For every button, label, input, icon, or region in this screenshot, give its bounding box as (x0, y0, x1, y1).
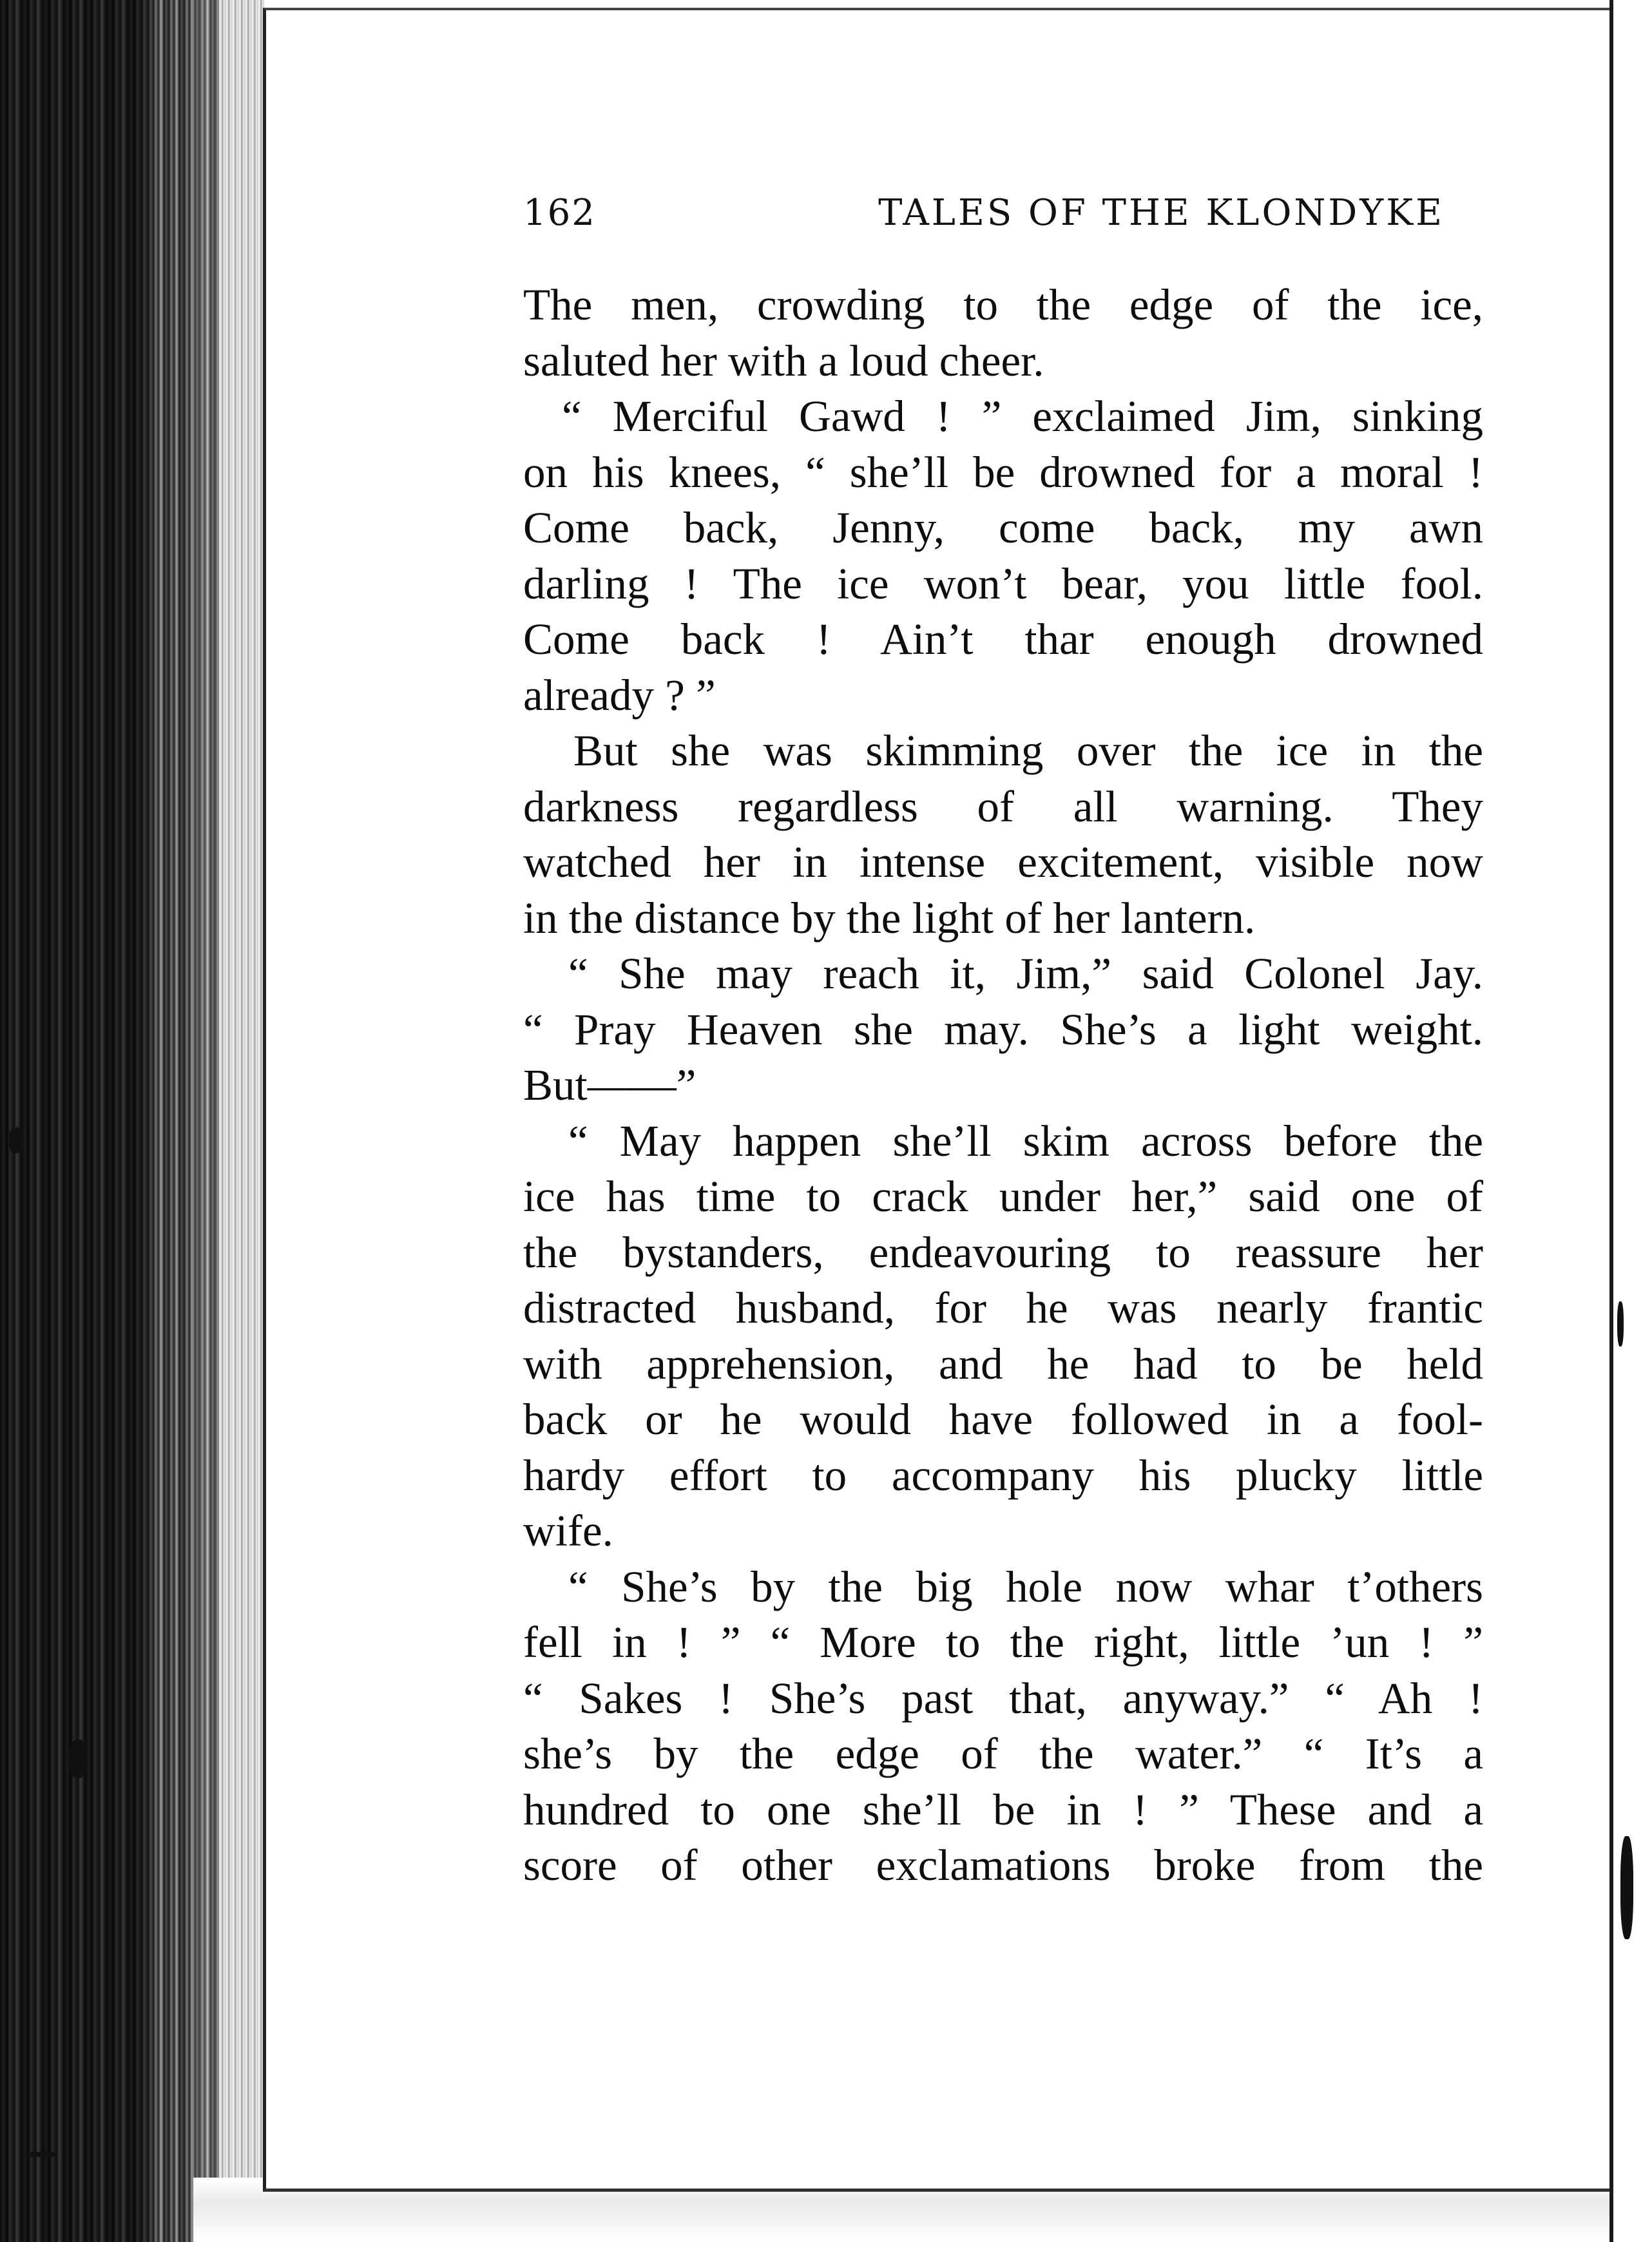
text-line: the bystanders, endeavouring to reassure her (523, 1227, 1483, 1277)
text-line: with apprehension, and he had to be held (523, 1339, 1483, 1388)
text-line: Come back, Jenny, come back, my awn (523, 503, 1483, 552)
text-line: she’s by the edge of the water.” “ It’s a (523, 1729, 1483, 1778)
text-line: in the distance by the light of her lantern. (523, 893, 1256, 943)
book-spine-edge (148, 0, 226, 2242)
scan-speck (9, 1127, 23, 1153)
text-line: watched her in intense excitement, visible now (523, 838, 1483, 886)
scan-speck (1617, 1301, 1624, 1346)
text-line: “ She’s by the big hole now whar t’others (568, 1562, 1483, 1611)
text-line: saluted her with a loud cheer. (523, 336, 1044, 385)
text-line: already ? ” (523, 670, 716, 720)
text-line: score of other exclamations broke from the (523, 1841, 1483, 1890)
page-edges (219, 0, 264, 2203)
text-line: “ Sakes ! She’s past that, anyway.” “ Ah ! (523, 1673, 1483, 1723)
text-line: hardy effort to accompany his plucky little (523, 1450, 1483, 1500)
text-line: fell in ! ” “ More to the right, little ’un ! ” (523, 1618, 1483, 1667)
running-title: TALES OF THE KLONDYKE (878, 192, 1445, 234)
scan-speck (70, 1739, 86, 1778)
text-line: wife. (523, 1506, 613, 1555)
text-line: “ Pray Heaven she may. She’s a light weight. (523, 1004, 1483, 1054)
text-line: darkness regardless of all warning. They (523, 781, 1483, 831)
text-line: “ May happen she’ll skim across before the (568, 1116, 1483, 1165)
text-line: back or he would have followed in a fool- (523, 1395, 1483, 1444)
text-line: on his knees, “ she’ll be drowned for a moral ! (523, 447, 1483, 497)
text-line: “ She may reach it, Jim,” said Colonel Jay. (568, 949, 1483, 998)
text-line: distracted husband, for he was nearly frantic (523, 1283, 1483, 1332)
text-line: darling ! The ice won’t bear, you little fool. (523, 559, 1483, 608)
text-line: hundred to one she’ll be in ! ” These and a (523, 1785, 1483, 1834)
text-line: But——” (523, 1060, 696, 1109)
text-line: “ Merciful Gawd ! ” exclaimed Jim, sinking (562, 392, 1483, 441)
text-line: The men, crowding to the edge of the ice, (523, 280, 1483, 329)
body-text (523, 277, 1483, 1893)
scan-speck (1620, 1836, 1633, 1939)
page-number: 162 (523, 192, 596, 234)
text-line: Come back ! Ain’t thar enough drowned (523, 615, 1483, 664)
scan-speck (26, 2152, 58, 2157)
text-line: ice has time to crack under her,” said one of (523, 1172, 1483, 1221)
running-head (523, 187, 1445, 245)
text-line: But she was skimming over the ice in the (573, 726, 1483, 775)
